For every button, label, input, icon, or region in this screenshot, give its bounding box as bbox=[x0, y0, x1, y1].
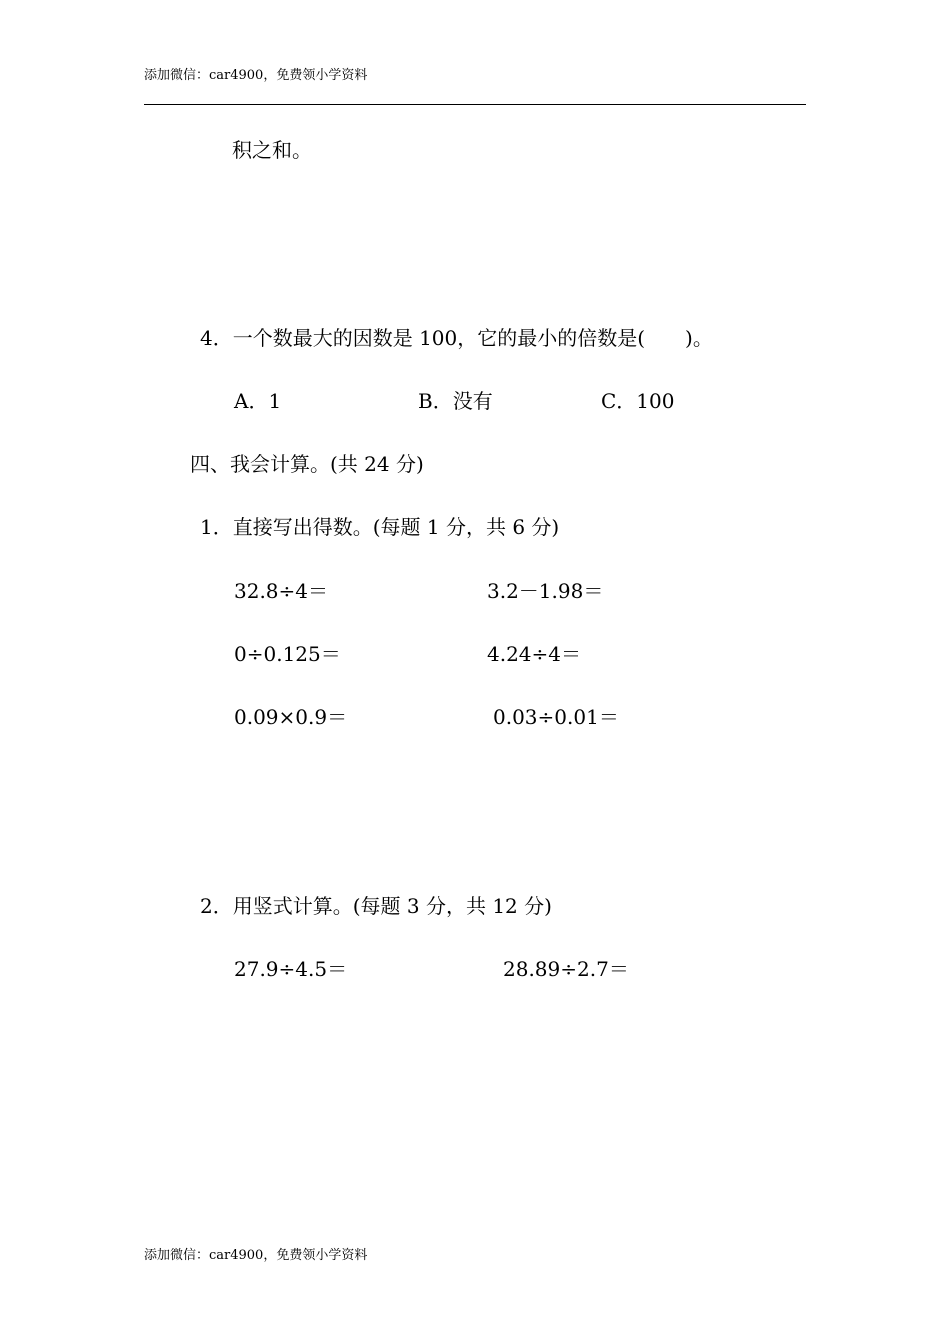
calc-problem: 4.24÷4＝ bbox=[487, 642, 582, 666]
question-4-option-a: A．1 bbox=[234, 389, 282, 413]
calc-problem: 0÷0.125＝ bbox=[234, 642, 341, 666]
calc-problem: 3.2－1.98＝ bbox=[487, 579, 604, 603]
page-footer-text: 添加微信：car4900，免费领小学资料 bbox=[144, 1248, 368, 1263]
page-header-text: 添加微信：car4900，免费领小学资料 bbox=[144, 68, 368, 83]
section-4-title: 四、我会计算。(共 24 分) bbox=[190, 452, 424, 476]
vertical-calc-problem: 28.89÷2.7＝ bbox=[503, 957, 629, 981]
question-4-option-b: B．没有 bbox=[418, 389, 493, 413]
header-divider bbox=[144, 104, 806, 105]
vertical-calc-problem: 27.9÷4.5＝ bbox=[234, 957, 348, 981]
calc-problem: 32.8÷4＝ bbox=[234, 579, 329, 603]
part-1-title: 1．直接写出得数。(每题 1 分，共 6 分) bbox=[200, 515, 560, 539]
part-2-title: 2．用竖式计算。(每题 3 分，共 12 分) bbox=[200, 894, 552, 918]
calc-problem: 0.03÷0.01＝ bbox=[493, 705, 619, 729]
question-4-option-c: C．100 bbox=[601, 389, 675, 413]
question-4-stem: 4．一个数最大的因数是 100，它的最小的倍数是( )。 bbox=[200, 326, 713, 350]
calc-problem: 0.09×0.9＝ bbox=[234, 705, 348, 729]
continuation-text: 积之和。 bbox=[232, 138, 312, 162]
